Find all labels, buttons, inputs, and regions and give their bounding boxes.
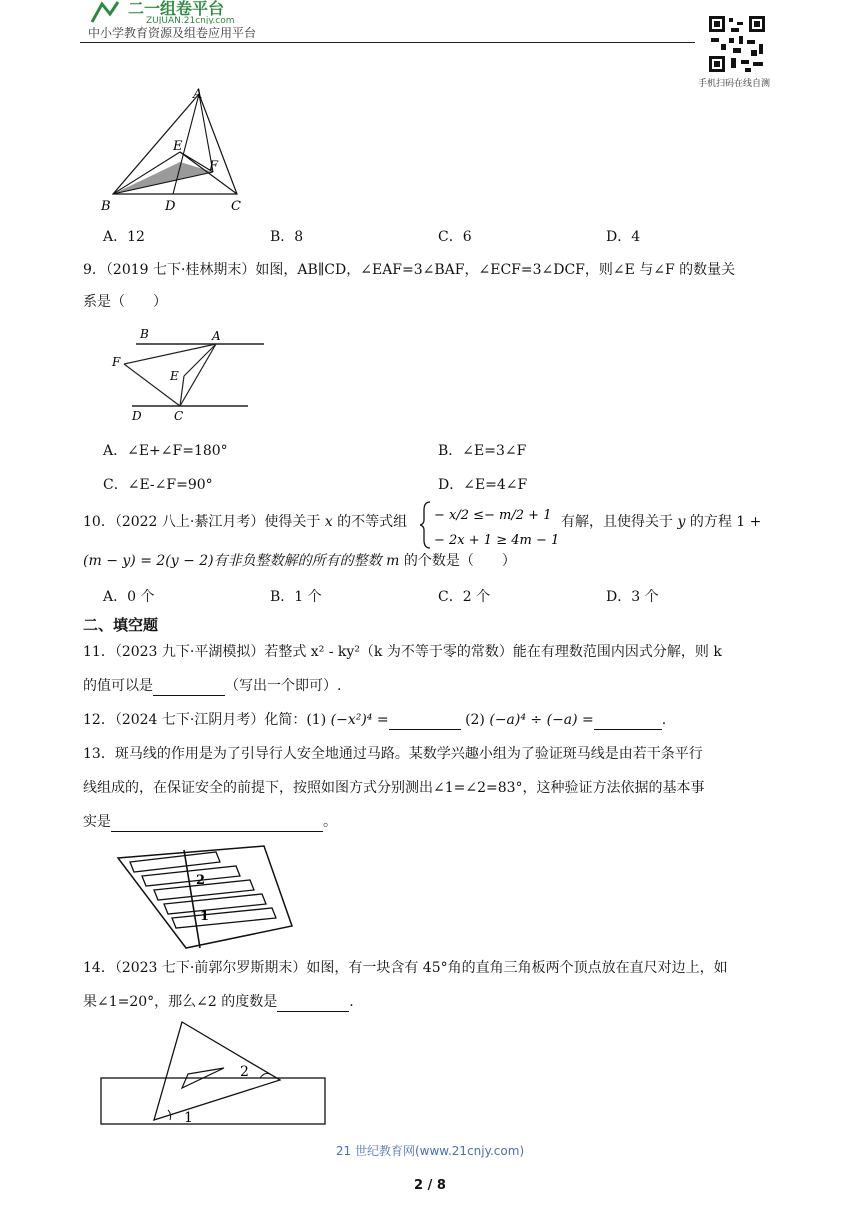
- q14-stem-line1: 14．（2023 七下·前郭尔罗斯期末）如图，有一块含有 45°角的直角三角板两个顶点放在直尺对边上，如: [83, 960, 728, 976]
- fig9-label-E: E: [170, 369, 179, 383]
- q14-stem-line2: [83, 992, 354, 1012]
- q12-stem: [83, 710, 666, 730]
- q11-text-b: （写出一个即可）.: [225, 678, 342, 694]
- q11-text-a: 的值可以是: [83, 678, 153, 694]
- q11-stem-line2: [83, 676, 341, 696]
- section-title: 二、填空题: [83, 616, 159, 634]
- fig13-angle-2: 2: [196, 873, 206, 888]
- fig8-label-E: E: [173, 139, 183, 154]
- q13-stem-line2: 线组成的，在保证安全的前提下，按照如图方式分别测出∠1=∠2=83°，这种验证方法依据的基本事: [83, 780, 705, 796]
- triangle-figure-q8: [95, 84, 255, 220]
- fig9-label-D: D: [132, 409, 142, 422]
- q12-expr1: (−x²)⁴ =: [330, 712, 389, 728]
- header-divider: [80, 42, 695, 43]
- q9-stem-line1: 9．（2019 七下·桂林期末）如图，AB∥CD，∠EAF=3∠BAF，∠ECF=3∠DCF，则∠E 与∠F 的数量关: [83, 262, 736, 278]
- parallel-lines-figure-q9: [108, 324, 268, 426]
- q13-text-b: 。: [323, 814, 337, 830]
- q10-var-m: m: [386, 553, 400, 569]
- q9-option-a: A．∠E+∠F=180°: [103, 443, 228, 459]
- q12-text-b: (2): [465, 712, 485, 728]
- q10-stem-line2: [83, 551, 516, 571]
- q10-stem-prefix: [83, 512, 407, 532]
- q13-text-a: 实是: [83, 814, 111, 830]
- fig9-label-F: F: [112, 355, 121, 369]
- q10-option-a: A．0 个: [103, 589, 155, 605]
- q10-stem-suffix: [561, 512, 761, 532]
- q8-option-a: A．12: [103, 229, 145, 245]
- q14-answer-blank[interactable]: [277, 997, 349, 1012]
- q13-stem-line3: [83, 812, 337, 832]
- fig9-label-C: C: [174, 409, 184, 422]
- q9-stem-line2: 系是（ ）: [83, 294, 167, 310]
- logo-url: ZUJUAN.21cnjy.com: [146, 16, 235, 24]
- q10-var-y: y: [677, 514, 686, 530]
- q12-answer-blank-1[interactable]: [389, 715, 461, 730]
- q8-option-b: B．8: [270, 229, 304, 245]
- q8-option-c: C．6: [438, 229, 472, 245]
- q12-expr2: (−a)⁴ ÷ (−a) =: [489, 712, 594, 728]
- triangle-ruler-figure-q14: [100, 1018, 330, 1132]
- q10-var-x: x: [324, 514, 333, 530]
- fig8-label-A: A: [193, 87, 203, 102]
- q13-stem-line1: 13．斑马线的作用是为了引导行人安全地通过马路。某数学兴趣小组为了验证斑马线是由若干条平行: [83, 746, 703, 762]
- q10-option-b: B．1 个: [270, 589, 322, 605]
- fig8-label-C: C: [231, 199, 241, 214]
- q11-answer-blank[interactable]: [153, 681, 225, 696]
- q10-text-prefix: 10．（2022 八上·綦江月考）使得关于: [83, 514, 321, 530]
- q10-option-c: C．2 个: [438, 589, 491, 605]
- fig9-label-A: A: [212, 329, 221, 343]
- header-subtitle: 中小学教育资源及组卷应用平台: [88, 26, 257, 40]
- fig13-angle-1: 1: [200, 909, 210, 924]
- q10-text-line2: (m − y) = 2(y − 2)有非负整数解的所有的整数: [83, 553, 382, 569]
- q10-text-mid: 的不等式组: [337, 514, 408, 530]
- qr-code-icon: [707, 14, 767, 74]
- fig8-label-F: F: [209, 159, 219, 174]
- q10-ineq2: − 2x + 1 ≥ 4m − 1: [434, 533, 560, 548]
- qr-caption: 手机扫码在线自测: [698, 79, 771, 89]
- q11-stem-line1: 11．（2023 九下·平湖模拟）若整式 x² - ky²（k 为不等于零的常数）能在有理数范围内因式分解，则 k: [83, 644, 722, 660]
- q10-text-suffix: 有解，且使得关于: [561, 514, 673, 530]
- logo-main: 二一组卷平台: [128, 0, 225, 18]
- fig14-angle-2: 2: [240, 1064, 249, 1080]
- q10-option-d: D．3 个: [606, 589, 659, 605]
- site-logo: [88, 0, 278, 24]
- page-number: 2 / 8: [414, 1178, 446, 1193]
- q14-text-b: .: [349, 994, 354, 1010]
- q10-text-suffix2: 的方程 1 +: [689, 514, 762, 530]
- q9-option-b: B．∠E=3∠F: [438, 443, 527, 459]
- q10-inequality-system: [420, 500, 560, 554]
- fig14-angle-1: 1: [184, 1110, 193, 1126]
- q9-option-c: C．∠E-∠F=90°: [103, 477, 213, 493]
- q10-text-line2b: 的个数是（ ）: [403, 553, 516, 569]
- q13-answer-blank[interactable]: [111, 817, 323, 832]
- q12-text-a: 12．（2024 七下·江阴月考）化简：(1): [83, 712, 327, 728]
- q12-text-end: .: [661, 712, 667, 728]
- zebra-crossing-figure-q13: [116, 842, 296, 956]
- q9-option-d: D．∠E=4∠F: [438, 477, 528, 493]
- q8-option-d: D．4: [606, 229, 641, 245]
- fig9-label-B: B: [140, 327, 149, 341]
- fig8-label-D: D: [165, 199, 176, 214]
- footer-link[interactable]: 21 世纪教育网(www.21cnjy.com): [335, 1144, 525, 1158]
- q14-text-a: 果∠1=20°，那么∠2 的度数是: [83, 994, 278, 1010]
- fig8-label-B: B: [101, 199, 111, 214]
- q10-ineq1: − x/2 ≤− m/2 + 1: [434, 508, 552, 523]
- q12-answer-blank-2[interactable]: [594, 715, 662, 730]
